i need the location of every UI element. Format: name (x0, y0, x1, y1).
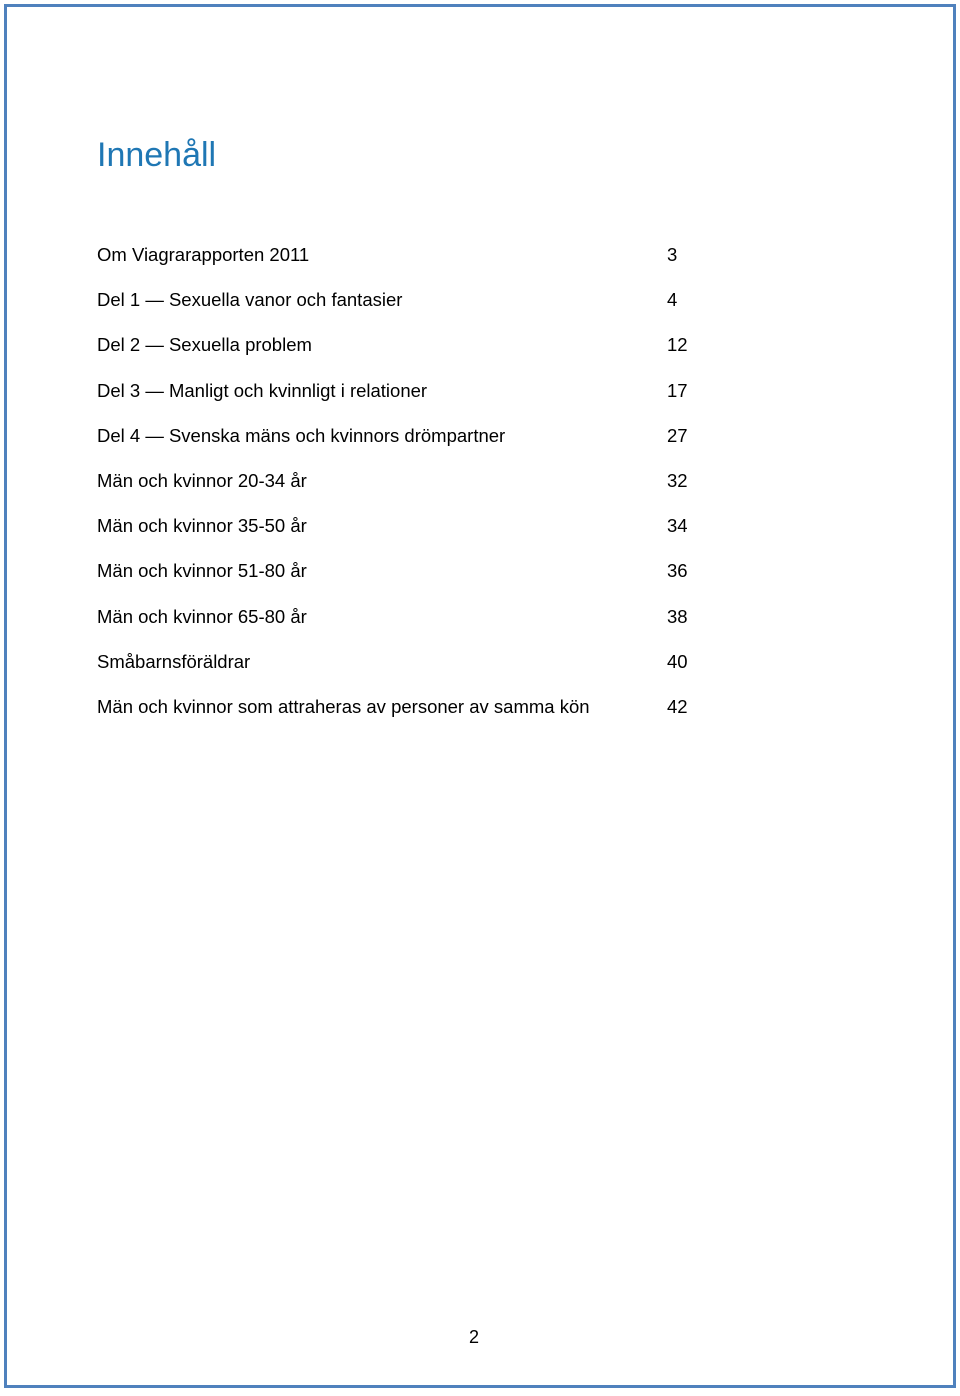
toc-entry-title: Del 4 — Svenska mäns och kvinnors drömpartner (97, 424, 506, 446)
toc-entry-page: 17 (667, 379, 688, 401)
toc-entry-page: 38 (667, 605, 688, 627)
toc-entry-title: Män och kvinnor 65-80 år (97, 605, 307, 627)
toc-entry[interactable] (97, 240, 697, 285)
toc-entry[interactable] (97, 556, 697, 601)
toc-entry-title: Män och kvinnor 51-80 år (97, 560, 307, 582)
page-number: 2 (468, 1327, 479, 1347)
toc-entry[interactable] (97, 285, 697, 330)
toc-entry-page: 3 (667, 244, 678, 265)
toc-entry-page: 34 (667, 515, 688, 537)
toc-entry-page: 40 (667, 650, 688, 672)
toc-entry-title: Del 1 — Sexuella vanor och fantasier (97, 289, 403, 311)
toc-entry-title: Män och kvinnor 35-50 år (97, 515, 307, 537)
toc-entry-page: 36 (667, 560, 688, 582)
toc-entry-page: 42 (667, 695, 688, 717)
toc-entry-title: Del 3 — Manligt och kvinnligt i relationer (97, 379, 428, 401)
toc-entry-title: Om Viagrarapporten 2011 (97, 244, 310, 265)
toc-entry[interactable] (97, 692, 697, 737)
toc-entry-page: 27 (667, 424, 688, 446)
toc-entry[interactable] (97, 421, 697, 466)
toc-entry-title: Del 2 — Sexuella problem (97, 334, 312, 356)
table-of-contents (97, 240, 697, 737)
toc-entry-title: Män och kvinnor 20-34 år (97, 469, 307, 491)
toc-entry[interactable] (97, 466, 697, 511)
toc-entry[interactable] (97, 602, 697, 647)
toc-entry[interactable] (97, 376, 697, 421)
toc-entry-title: Småbarnsföräldrar (97, 650, 251, 672)
toc-entry[interactable] (97, 330, 697, 375)
toc-entry-page: 12 (667, 334, 688, 356)
toc-entry-page: 32 (667, 469, 688, 491)
toc-entry[interactable] (97, 647, 697, 692)
toc-entry[interactable] (97, 511, 697, 556)
page-title: Innehåll (97, 136, 217, 174)
toc-entry-page: 4 (667, 289, 678, 311)
toc-entry-title: Män och kvinnor som attraheras av personer av samma kön (97, 695, 590, 717)
